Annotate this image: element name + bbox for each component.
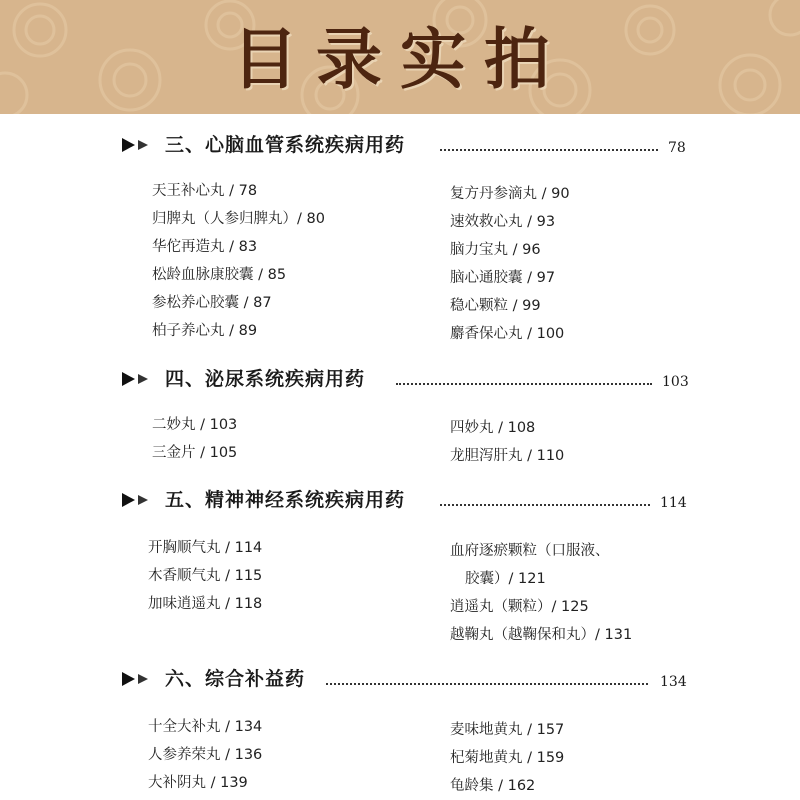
toc-entry: 木香顺气丸 / 115 <box>148 568 263 584</box>
toc-entry: 龟龄集 / 162 <box>450 778 536 794</box>
toc-entry: 加味逍遥丸 / 118 <box>148 596 263 612</box>
double-arrow-icon <box>122 671 154 687</box>
toc-entry: 脑力宝丸 / 96 <box>450 242 541 258</box>
section-page-number: 114 <box>660 495 687 511</box>
toc-entry: 三金片 / 105 <box>152 445 238 461</box>
section-page-number: 78 <box>668 140 686 156</box>
double-arrow-icon <box>122 492 154 508</box>
toc-section-neuropsychiatric <box>0 485 800 515</box>
toc-entry: 速效救心丸 / 93 <box>450 214 556 230</box>
double-arrow-icon <box>122 371 154 387</box>
section-page-number: 134 <box>660 674 687 690</box>
section-page-number: 103 <box>662 374 689 390</box>
toc-entry: 脑心通胶囊 / 97 <box>450 270 556 286</box>
toc-entry: 人参养荣丸 / 136 <box>148 747 263 763</box>
title-banner <box>0 0 800 114</box>
toc-section-urinary <box>0 364 800 394</box>
toc-entry: 柏子养心丸 / 89 <box>152 323 258 339</box>
toc-entry: 越鞠丸（越鞠保和丸）/ 131 <box>450 627 633 643</box>
toc-entry: 参松养心胶囊 / 87 <box>152 295 272 311</box>
double-arrow-icon <box>122 137 154 153</box>
toc-entry: 华佗再造丸 / 83 <box>152 239 258 255</box>
toc-entry: 杞菊地黄丸 / 159 <box>450 750 565 766</box>
dot-leader <box>396 383 652 385</box>
toc-entry: 龙胆泻肝丸 / 110 <box>450 448 565 464</box>
toc-entry: 松龄血脉康胶囊 / 85 <box>152 267 287 283</box>
section-title: 五、精神神经系统疾病用药 <box>165 489 406 511</box>
toc-section-cardiovascular <box>0 130 800 160</box>
toc-entry: 二妙丸 / 103 <box>152 417 238 433</box>
toc-section-tonics <box>0 664 800 694</box>
toc-entry: 胶囊）/ 121 <box>465 571 546 587</box>
toc-entry: 开胸顺气丸 / 114 <box>148 540 263 556</box>
toc-entry: 麦味地黄丸 / 157 <box>450 722 565 738</box>
toc-entry: 麝香保心丸 / 100 <box>450 326 565 342</box>
toc-entry: 十全大补丸 / 134 <box>148 719 263 735</box>
page-title: 目录实拍 <box>232 20 568 98</box>
section-title: 六、综合补益药 <box>165 668 306 690</box>
toc-entry: 天王补心丸 / 78 <box>152 183 258 199</box>
dot-leader <box>440 504 650 506</box>
toc-entry: 逍遥丸（颗粒）/ 125 <box>450 599 589 615</box>
dot-leader <box>440 149 658 151</box>
toc-entry: 复方丹参滴丸 / 90 <box>450 186 570 202</box>
section-title: 三、心脑血管系统疾病用药 <box>165 134 406 156</box>
toc-entry: 归脾丸（人参归脾丸）/ 80 <box>152 211 325 227</box>
section-title: 四、泌尿系统疾病用药 <box>165 368 366 390</box>
toc-entry: 血府逐瘀颗粒（口服液、 <box>450 543 610 559</box>
toc-entry: 四妙丸 / 108 <box>450 420 536 436</box>
dot-leader <box>326 683 648 685</box>
toc-entry: 大补阴丸 / 139 <box>148 775 248 791</box>
toc-entry: 稳心颗粒 / 99 <box>450 298 541 314</box>
